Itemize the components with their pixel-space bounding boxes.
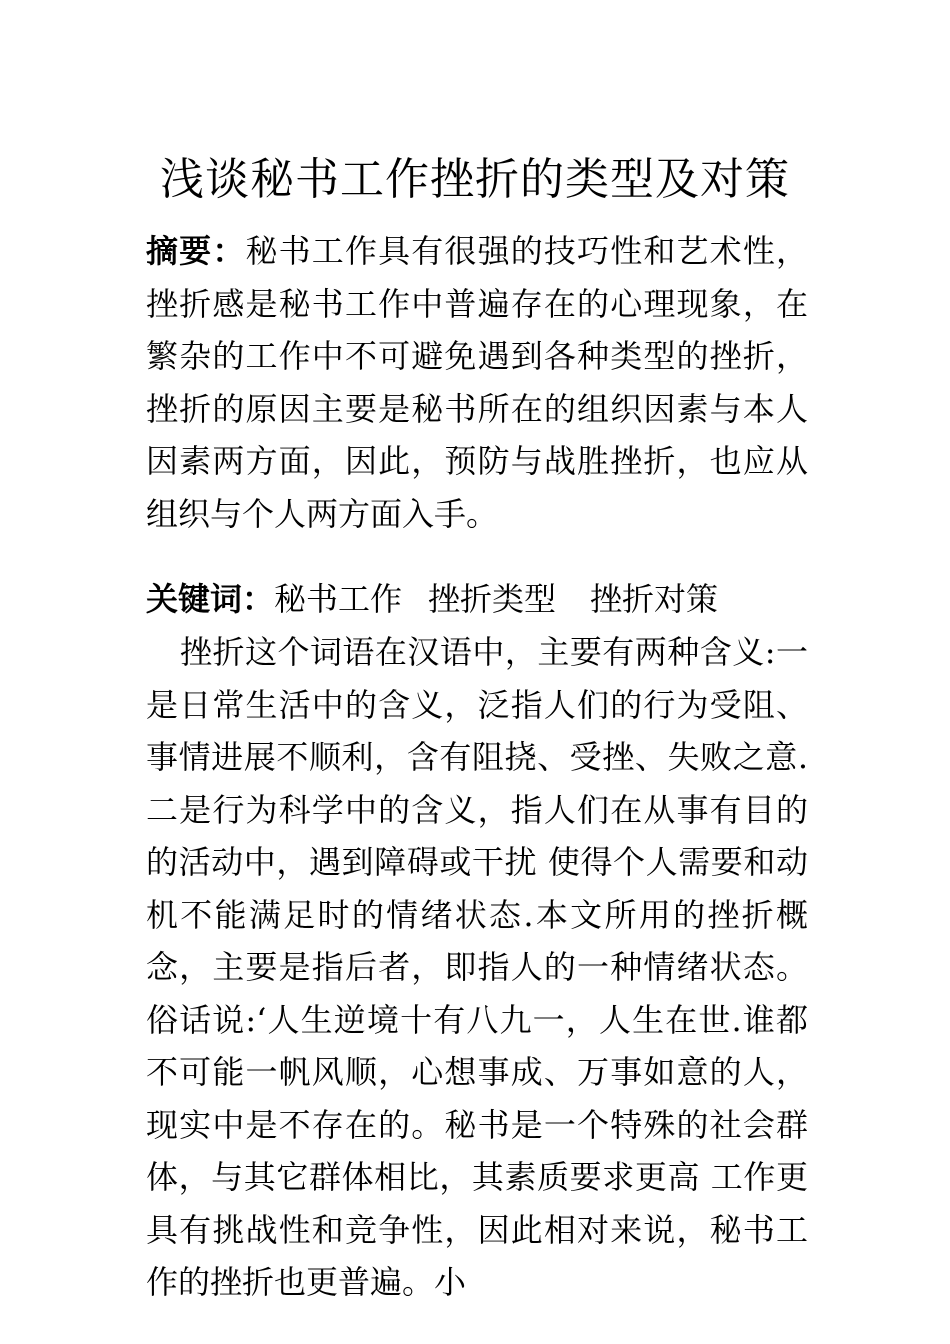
keyword-item: 秘书工作 [274,580,403,618]
document-title: 浅谈秘书工作挫折的类型及对策 [160,154,790,206]
abstract-label: 摘要： [146,232,246,270]
abstract-paragraph [146,225,808,540]
keyword-item: 挫折对策 [590,580,719,618]
abstract-text: 秘书工作具有很强的技巧性和艺术性，挫折感是秘书工作中普遍存在的心理现象，在繁杂的工作中不可避免遇到各种类型的挫折，挫折的原因主要是秘书所在的组织因素与本人因素两方面，因此，预防与战胜挫折，也应从组织与个人两方面入手。 [146,232,808,533]
keywords-label: 关键词： [146,580,275,618]
keywords-line [146,573,808,626]
keyword-item: 挫折类型 [428,580,557,618]
body-paragraph: 挫折这个词语在汉语中，主要有两种含义:一是日常生活中的含义，泛指人们的行为受阻、事情进展不顺利，含有阻挠、受挫、失败之意.二是行为科学中的含义，指人们在从事有目的的活动中，遇到障碍或干扰 使得个人需要和动机不能满足时的情绪状态.本文所用的挫折概念，主要是指后者，即指人的一种情绪状态。俗话说:‘人生逆境十有八九一，人生在世.谁都不可能一帆风顺，心想事成、万事如意的人，现实中是不存在的。秘书是一个特殊的社会群体，与其它群体相比，其素质要求更高 工作更具有挑战性和竞争性，因此相对来说，秘书工作的挫折也更普遍。小 [146,633,808,1301]
